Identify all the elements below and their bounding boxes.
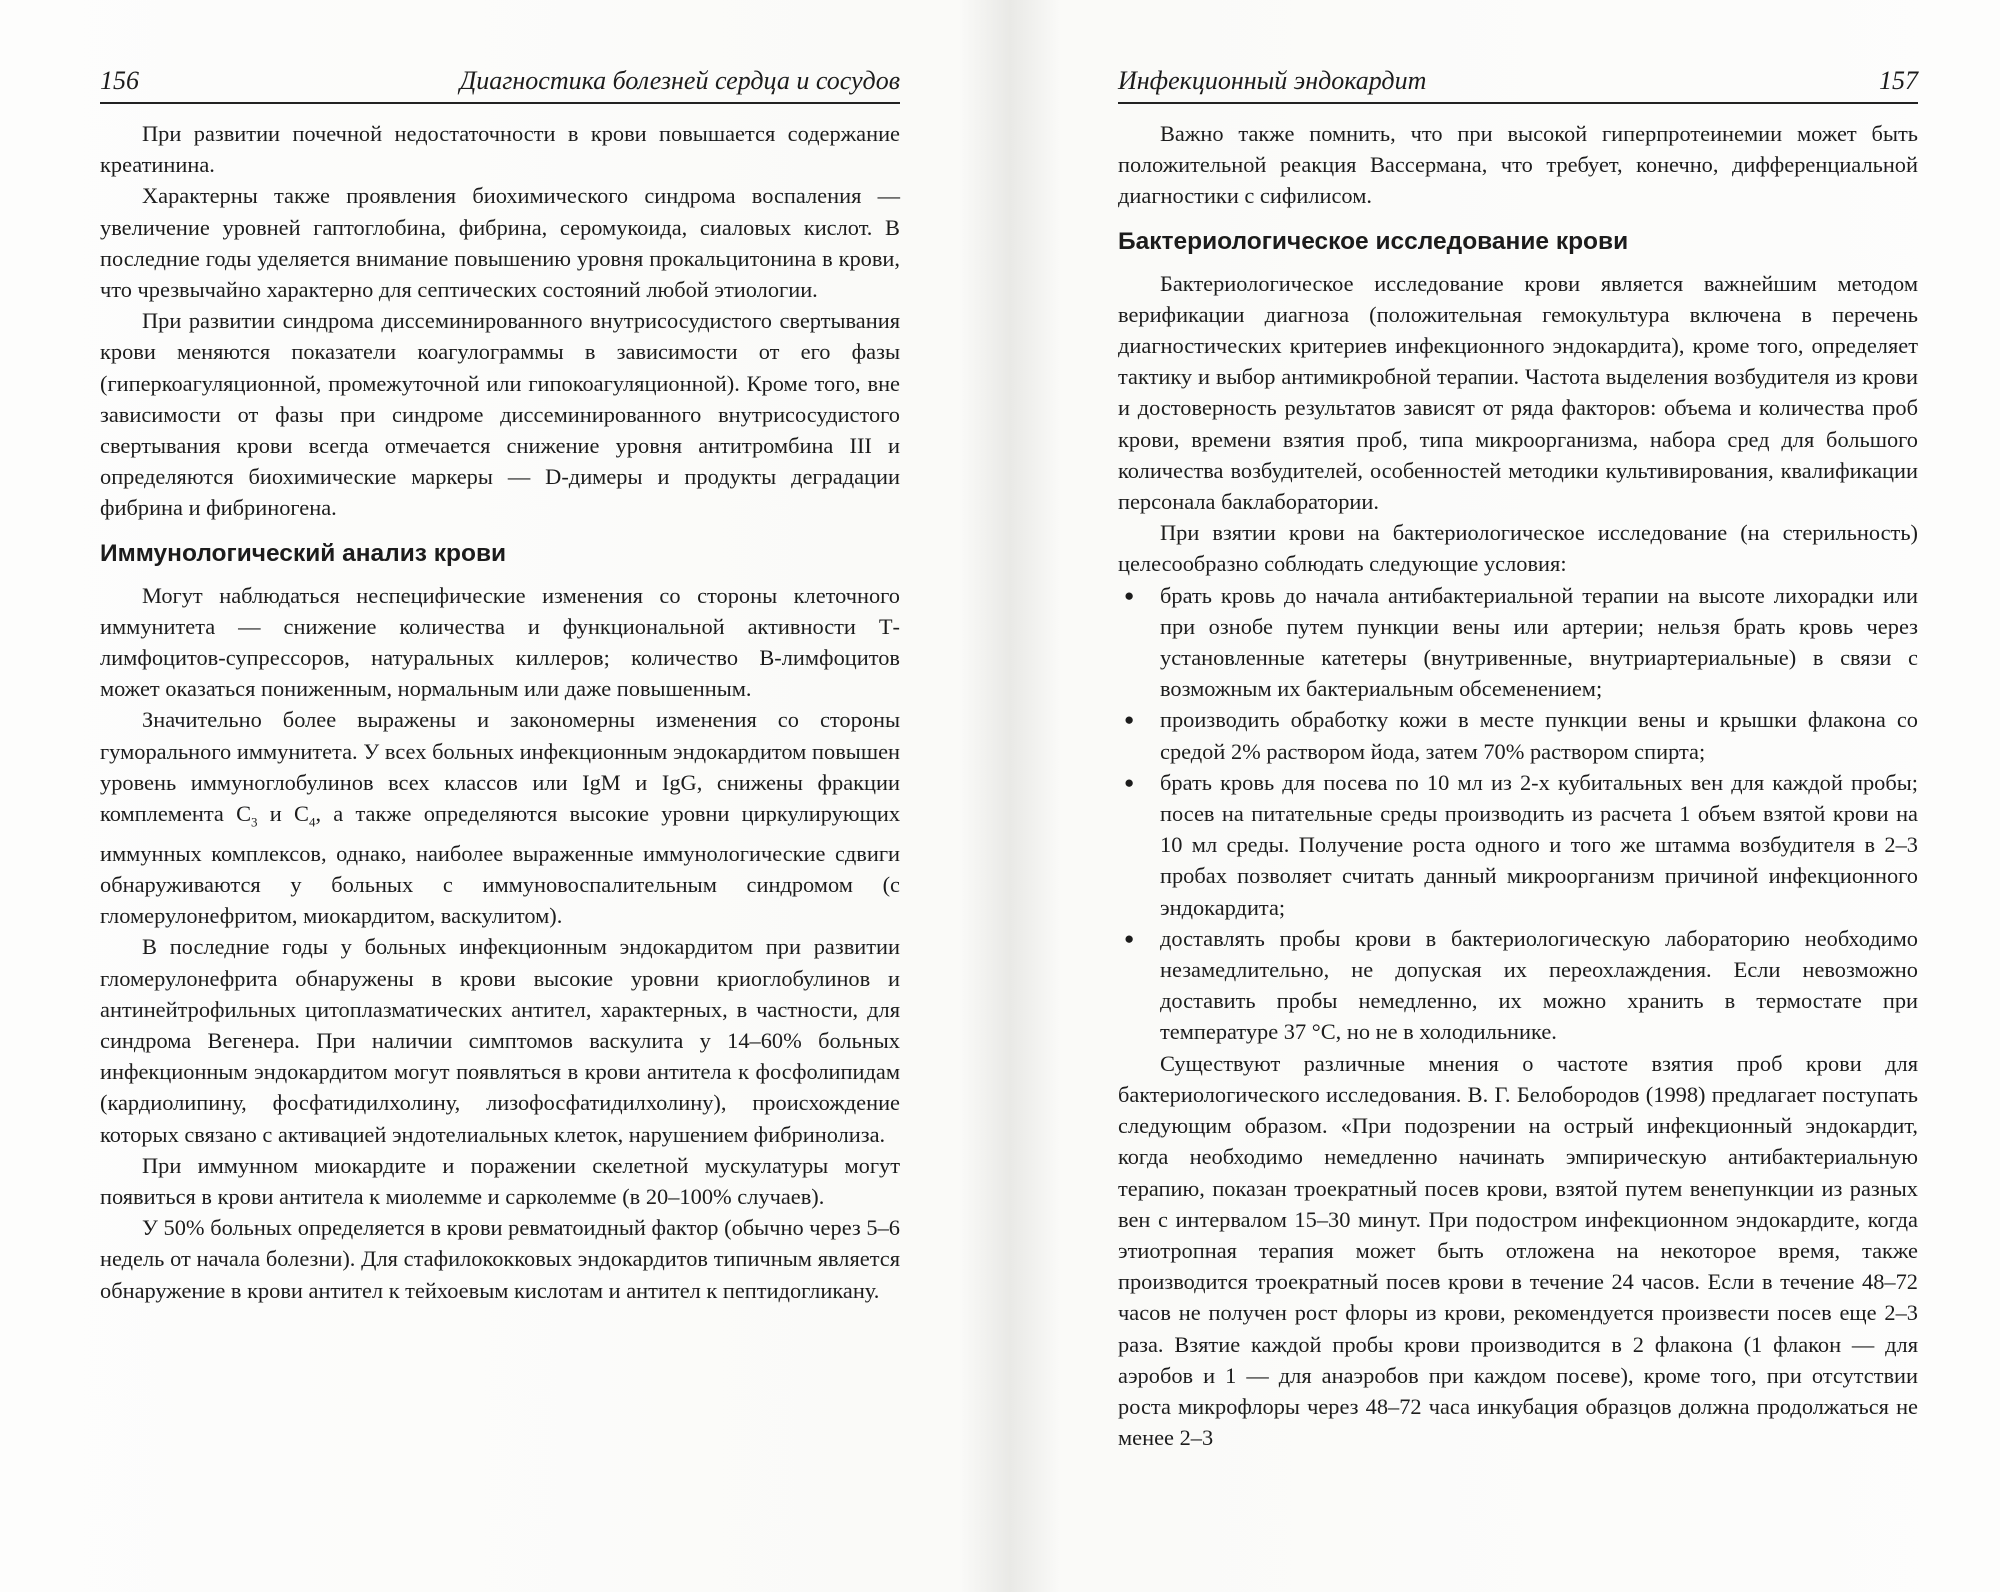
section-heading-immunology: Иммунологический анализ крови (100, 539, 507, 567)
paragraph-humoral (100, 704, 900, 931)
paragraph: Бактериологическое исследование крови является важнейшим методом верификации диагноза (положительная гемокультура включена в перечень диагностических критериев инфекционного эндокардита), кроме того, определяет тактику и выбор антимикробной терапии. Частота выделения возбудителя из крови и достоверность результатов зависят от ряда факторов: объема и количества проб крови, времени взятия проб, типа микроорганизма, набора сред для большого количества возбудителей, особенностей методики культивирования, квалификации персонала баклаборатории. (1118, 270, 1918, 515)
left-page (100, 60, 900, 1306)
paragraph: Важно также помнить, что при высокой гиперпротеинемии может быть положительной реакция Вассермана, что требует, конечно, дифференциальной диагностики с сифилисом. (1118, 121, 1918, 209)
paragraph: Могут наблюдаться неспецифические изменения со стороны клеточного иммунитета — снижение количества и функциональной активности Т-лимфоцитов-супрессоров, натуральных киллеров; количество В-лимфоцитов может оказаться пониженным, нормальным или даже повышенным. (100, 582, 900, 702)
paragraph: При взятии крови на бактериологическое исследование (на стерильность) целесообразно соблюдать следующие условия: (1118, 520, 1918, 577)
left-page-number: 156 (100, 66, 139, 95)
list-item: ● брать кровь для посева по 10 мл из 2-х кубитальных вен для каждой пробы; посев на питательные среды производить из расчета 1 объем взятой крови на 10 мл среды. Получение роста одного и того же штамма возбудителя в 2–3 пробах позволяет считать данный микроорганизм причиной инфекционного эндокардита; (1118, 767, 1918, 923)
right-page (1118, 60, 1918, 1453)
left-page-body (100, 118, 900, 1306)
text-run: и C (257, 801, 309, 827)
section-heading-bacteriology: Бактериологическое исследование крови (1118, 227, 1629, 255)
paragraph: У 50% больных определяется в крови ревматоидный фактор (обычно через 5–6 недель от начала болезни). Для стафилококковых эндокардитов типичным является обнаружение в крови антител к тейхоевым кислотам и антител к пептидогликану. (100, 1215, 900, 1303)
left-running-title: Диагностика болезней сердца и сосудов (459, 66, 900, 95)
right-running-head (1118, 60, 1918, 104)
right-page-body (1118, 118, 1918, 1453)
subscript: 3 (251, 814, 258, 830)
text-run: Значительно более выражены и закономерны изменения со стороны гуморального иммунитета. У всех больных инфекционным эндокардитом повышен уровень иммуноглобулинов всех классов или IgM и IgG, снижены фракции комплемента C (100, 707, 900, 827)
paragraph: Характерны также проявления биохимического синдрома воспаления — увеличение уровней гаптоглобина, фибрина, серомукоида, сиаловых кислот. В последние годы уделяется внимание повышению уровня прокальцитонина в крови, что чрезвычайно характерно для септических состояний любой этиологии. (100, 183, 900, 303)
bullet-list (1118, 580, 1918, 1048)
paragraph: При развитии синдрома диссеминированного внутрисосудистого свертывания крови меняются показатели коагулограммы в зависимости от его фазы (гиперкоагуляционной, промежуточной или гипокоагуляционной). Кроме того, вне зависимости от фазы при синдроме диссеминированного внутрисосудистого свертывания крови всегда отмечается снижение уровня антитромбина III и определяются биохимические маркеры — D-димеры и продукты деградации фибрина и фибриногена. (100, 308, 900, 521)
list-item: ● доставлять пробы крови в бактериологическую лабораторию необходимо незамедлительно, не допуская их переохлаждения. Если невозможно доставить пробы немедленно, их можно хранить в термостате при температуре 37 °С, но не в холодильнике. (1118, 923, 1918, 1048)
text-run: , а также определяются высокие уровни циркулирующих иммунных комплексов, однако, наиболее выраженные иммунологические сдвиги обнаруживаются у больных с иммуновоспалительным синдромом (с гломерулонефритом, миокардитом, васкулитом). (100, 801, 901, 929)
list-item: ● брать кровь до начала антибактериальной терапии на высоте лихорадки или при ознобе путем пункции вены или артерии; нельзя брать кровь через установленные катетеры (внутривенные, внутриартериальные) в связи с возможным их бактериальным обсеменением; (1118, 580, 1918, 705)
paragraph: Существуют различные мнения о частоте взятия проб крови для бактериологического исследования. В. Г. Белобородов (1998) предлагает поступать следующим образом. «При подозрении на острый инфекционный эндокардит, когда необходимо немедленно начинать эмпирическую антибактериальную терапию, показан троекратный посев крови, взятой путем венепункции из разных вен с интервалом 15–30 минут. При подостром инфекционном эндокардите, когда этиотропная терапия может быть отложена на некоторое время, также производится троекратный посев крови в течение 24 часов. Если в течение 48–72 часов не получен рост флоры из крови, рекомендуется произвести посев еще 2–3 раза. Взятие каждой пробы крови производится в 2 флакона (1 флакон — для аэробов и 1 — для анаэробов при каждом посеве), кроме того, при отсутствии роста микрофлоры через 48–72 часа инкубация образцов должна продолжаться не менее 2–3 (1118, 1050, 1918, 1451)
subscript: 4 (308, 814, 316, 830)
left-running-head (100, 60, 900, 104)
paragraph: При иммунном миокардите и поражении скелетной мускулатуры могут появиться в крови антитела к миолемме и сарколемме (в 20–100% случаев). (100, 1152, 900, 1209)
right-running-title: Инфекционный эндокардит (1118, 66, 1427, 95)
list-item: ● производить обработку кожи в месте пункции вены и крышки флакона со средой 2% раствором йода, затем 70% раствором спирта; (1118, 704, 1918, 766)
paragraph: В последние годы у больных инфекционным эндокардитом при развитии гломерулонефрита обнаружены в крови высокие уровни криоглобулинов и антинейтрофильных цитоплазматических антител, характерных, в частности, для синдрома Вегенера. При наличии симптомов васкулита у 14–60% больных инфекционным эндокардитом могут появляться в крови антитела к фосфолипидам (кардиолипину, фосфатидилхолину, лизофосфатидилхолину), происхождение которых связано с активацией эндотелиальных клеток, нарушением фибринолиза. (100, 934, 900, 1147)
right-page-number: 157 (1879, 66, 1918, 95)
paragraph: При развитии почечной недостаточности в крови повышается содержание креатинина. (100, 121, 900, 178)
